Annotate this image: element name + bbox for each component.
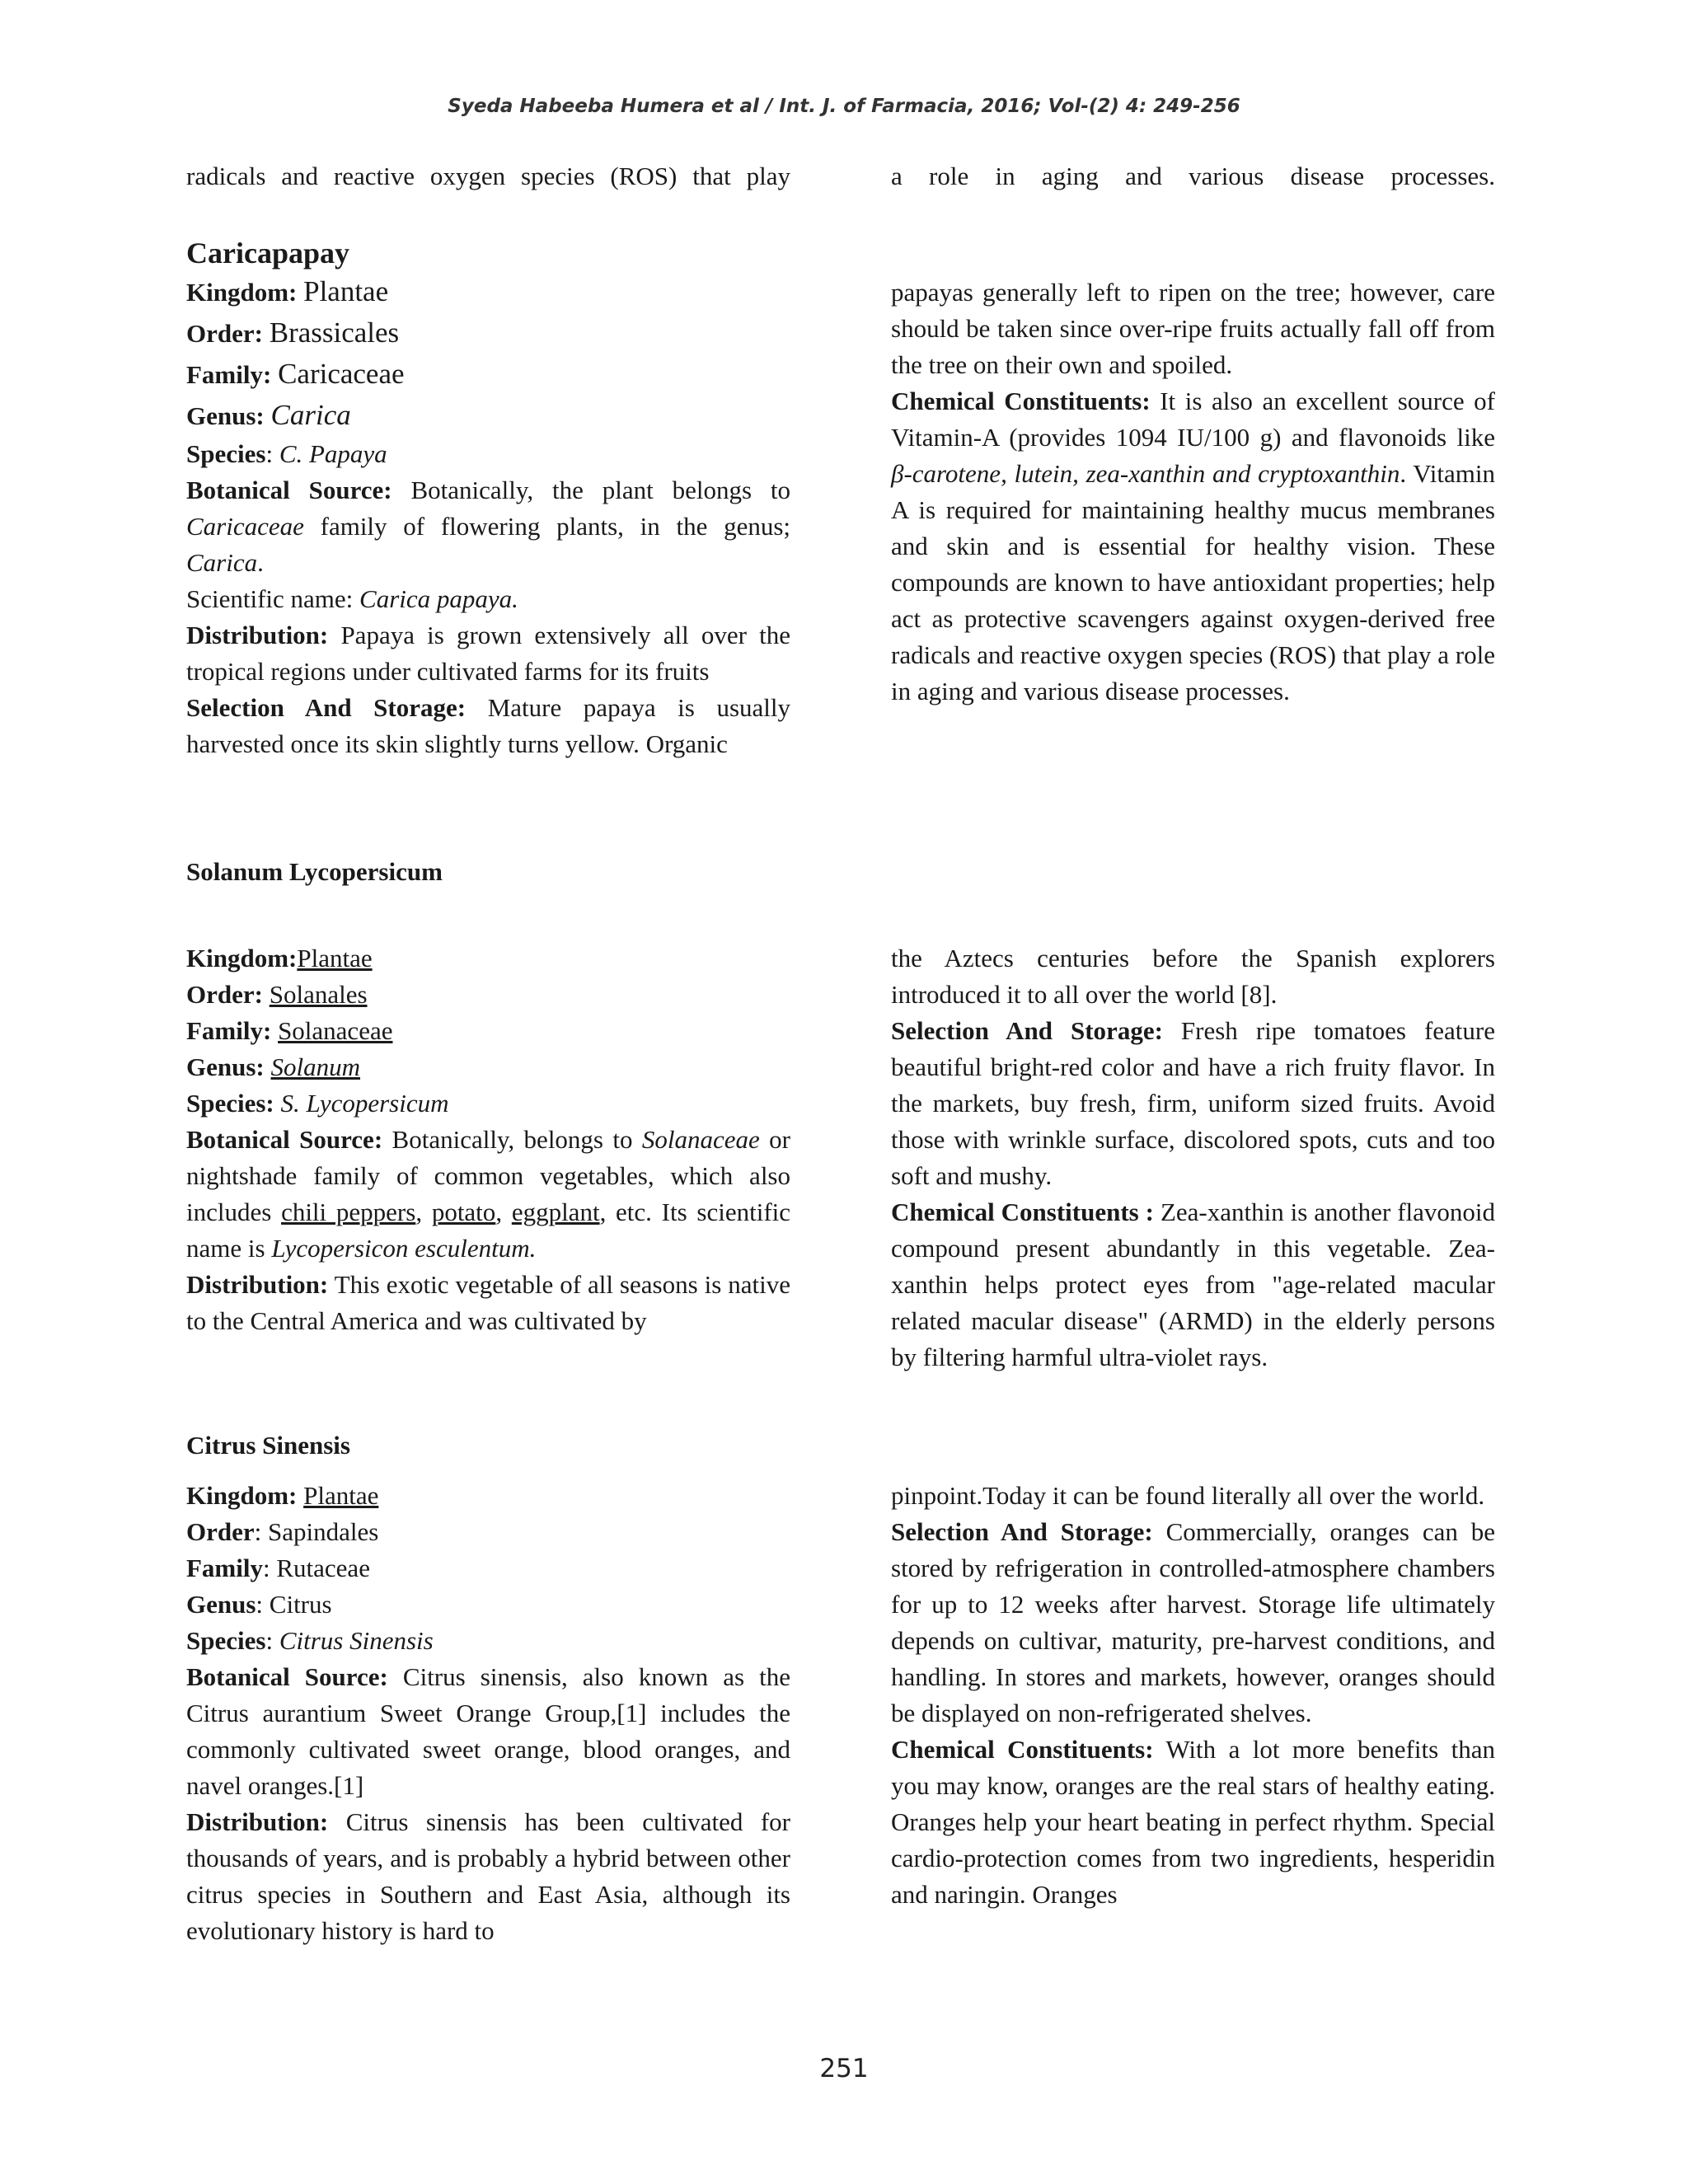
field-label: Species:	[186, 1089, 274, 1118]
distribution	[186, 617, 790, 690]
field-label: Chemical Constituents:	[891, 1735, 1154, 1764]
field-value: Solanum	[270, 1052, 360, 1081]
page-number: 251	[819, 2054, 869, 2083]
botanical-source	[186, 472, 790, 581]
text: Solanaceae	[641, 1125, 760, 1154]
field-label: Botanical Source:	[186, 1125, 383, 1154]
species-row	[186, 1085, 790, 1122]
field-label: Chemical Constituents :	[891, 1197, 1154, 1226]
field-label: Selection And Storage:	[891, 1517, 1153, 1546]
kingdom-row	[186, 940, 790, 977]
field-value: Plantae	[303, 275, 389, 307]
field-label: Chemical Constituents:	[891, 387, 1151, 415]
text: Citrus sinensis, also known as the Citrus aurantium Sweet Orange Group,[1] includes the commonly cultivated sweet orange, blood oranges, and navel oranges.[1]	[186, 1662, 790, 1800]
field-label: Distribution:	[186, 1807, 329, 1836]
top-left-continuation	[186, 158, 790, 194]
field-label: Distribution:	[186, 621, 329, 649]
field-label: Family:	[186, 1016, 272, 1045]
field-label: Genus:	[186, 401, 265, 430]
text: ,	[415, 1197, 423, 1226]
field-label: Distribution:	[186, 1270, 329, 1299]
orange-left-column	[186, 1478, 790, 1949]
field-value: Plantae	[303, 1481, 379, 1510]
selection-and-storage	[891, 1514, 1495, 1732]
field-label: Family:	[186, 360, 272, 389]
field-label: Order	[186, 1517, 255, 1546]
field-value: Brassicales	[269, 316, 400, 349]
colon: :	[265, 1626, 274, 1655]
kingdom-row	[186, 271, 790, 312]
distribution-continuation: pinpoint.Today it can be found literally all over the world.	[891, 1481, 1485, 1510]
field-label: Kingdom:	[186, 278, 298, 307]
selection-and-storage	[186, 690, 790, 762]
chemical-constituents	[891, 1194, 1495, 1376]
text: Mature papaya is usually harvested once its skin slightly turns yellow. Organic	[186, 693, 791, 758]
field-label: Order:	[186, 319, 263, 348]
running-header: Syeda Habeeba Humera et al / Int. J. of Farmacia, 2016; Vol-(2) 4: 249-256	[448, 96, 1240, 117]
text: With a lot more benefits than you may know, oranges are the real stars of healthy eating. Oranges help your heart beating in perfect rhythm. Special cardio-protection comes from two ingredients, hesperidin and naringin. Oranges	[891, 1735, 1495, 1909]
text: or nightshade family of common vegetables, which also includes	[186, 1125, 790, 1226]
field-label: Botanical Source:	[186, 1662, 388, 1691]
tomato-left-column	[186, 940, 790, 1339]
botanical-source	[186, 1122, 790, 1267]
field-label: Family	[186, 1554, 263, 1582]
text: Botanically, the plant belongs to	[410, 476, 791, 504]
orange-right-column	[891, 1478, 1495, 1913]
field-value: Solanaceae	[278, 1016, 393, 1045]
field-label: Selection And Storage:	[891, 1016, 1163, 1045]
text: Caricaceae	[186, 512, 304, 541]
papaya-left-column	[186, 235, 790, 762]
distribution	[186, 1804, 790, 1949]
top-right-continuation	[891, 158, 1495, 194]
link-potato[interactable]: potato	[431, 1197, 496, 1226]
distribution-continuation: the Aztecs centuries before the Spanish explorers introduced it to all over the world [8].	[891, 944, 1495, 1009]
field-label: Order:	[186, 980, 263, 1009]
field-value: Solanales	[269, 980, 368, 1009]
papaya-right-column	[891, 274, 1495, 710]
order-row	[186, 977, 790, 1013]
field-label: Genus:	[186, 1052, 265, 1081]
continuation-text: radicals and reactive oxygen species (ROS) that play	[186, 162, 790, 190]
field-value: : Citrus	[256, 1590, 332, 1619]
scientific-name	[186, 581, 790, 617]
text: Zea-xanthin is another flavonoid compound present abundantly in this vegetable. Zea-xanthin helps protect eyes from "age-related macular related macular disease" (ARMD) in the elderly persons by filtering harmful ultra-violet rays.	[891, 1197, 1495, 1371]
text: Botanically, belongs to	[392, 1125, 633, 1154]
tomato-right-column	[891, 940, 1495, 1376]
selection-and-storage	[891, 1013, 1495, 1194]
section-title: Caricapapay	[186, 237, 349, 269]
field-label: Botanical Source:	[186, 476, 392, 504]
chemical-constituents	[891, 1732, 1495, 1913]
text: Lycopersicon esculentum.	[271, 1234, 537, 1263]
text: Fresh ripe tomatoes feature beautiful bright-red color and have a rich fruity flavor. In the markets, buy fresh, firm, uniform sized fruits. Avoid those with wrinkle surface, discolored spots, cuts and too soft and mushy.	[891, 1016, 1496, 1190]
field-label: Scientific name:	[186, 584, 354, 613]
field-value: : Rutaceae	[263, 1554, 370, 1582]
field-value: S. Lycopersicum	[280, 1089, 449, 1118]
distribution	[186, 1267, 790, 1339]
link-eggplant[interactable]: eggplant	[511, 1197, 600, 1226]
text: ,	[495, 1197, 503, 1226]
genus-row	[186, 395, 790, 436]
field-value: C. Papaya	[279, 439, 387, 468]
text: Commercially, oranges can be stored by refrigeration in controlled-atmosphere chambers for up to 12 weeks after harvest. Storage life ultimately depends on cultivar, maturity, pre-harvest conditions, and handling. In stores and markets, however, oranges should be displayed on non-refrigerated shelves.	[891, 1517, 1496, 1727]
section-title: Citrus Sinensis	[186, 1431, 350, 1460]
text: . Vitamin A is required for maintaining healthy mucus membranes and skin and is essential for healthy vision. These compounds are known to have antioxidant properties; help act as protective scavengers against oxygen-derived free radicals and reactive oxygen species (ROS) that play a role in aging and various disease processes.	[891, 459, 1495, 705]
text: This exotic vegetable of all seasons is native to the Central America and was cultivated by	[186, 1270, 790, 1335]
section-title: Solanum Lycopersicum	[186, 857, 443, 886]
order-row	[186, 312, 790, 354]
field-label: Kingdom:	[186, 944, 298, 972]
text: It is also an excellent source of Vitamin-A (provides 1094 IU/100 g) and flavonoids like	[891, 387, 1495, 452]
field-value: Caricaceae	[278, 358, 405, 390]
text: family of flowering plants, in the genus;	[320, 512, 791, 541]
field-label: Species	[186, 439, 266, 468]
field-label: Genus	[186, 1590, 256, 1619]
field-label: Selection And Storage:	[186, 693, 467, 722]
field-value: Carica papaya.	[359, 584, 518, 613]
kingdom-row	[186, 1478, 790, 1514]
field-label: Kingdom:	[186, 1481, 298, 1510]
family-row	[186, 1550, 790, 1586]
family-row	[186, 1013, 790, 1049]
colon: :	[265, 439, 274, 468]
continuation-text: a role in aging and various disease processes.	[891, 162, 1495, 190]
field-value: Plantae	[297, 944, 373, 972]
text: Citrus sinensis has been cultivated for thousands of years, and is probably a hybrid between other citrus species in Southern and East Asia, although its evolutionary history is hard to	[186, 1807, 791, 1945]
family-row	[186, 354, 790, 395]
text: Carica	[186, 548, 258, 577]
text: β-carotene, lutein, zea-xanthin and cryptoxanthin	[891, 459, 1400, 488]
species-row	[186, 1623, 790, 1659]
order-row	[186, 1514, 790, 1550]
field-value: Citrus Sinensis	[279, 1626, 434, 1655]
genus-row	[186, 1586, 790, 1623]
field-value: Carica	[270, 399, 351, 431]
chemical-constituents	[891, 383, 1495, 710]
selection-continuation: papayas generally left to ripen on the tree; however, care should be taken since over-ripe fruits actually fall off from the tree on their own and spoiled.	[891, 278, 1495, 379]
text: .	[257, 548, 264, 577]
species-row	[186, 436, 790, 472]
text: , etc. Its scientific name is	[186, 1197, 791, 1263]
genus-row	[186, 1049, 790, 1085]
botanical-source	[186, 1659, 790, 1804]
field-label: Species	[186, 1626, 266, 1655]
link-chili-peppers[interactable]: chili peppers	[281, 1197, 416, 1226]
text: Papaya is grown extensively all over the tropical regions under cultivated farms for its fruits	[186, 621, 791, 686]
field-value: : Sapindales	[254, 1517, 379, 1546]
